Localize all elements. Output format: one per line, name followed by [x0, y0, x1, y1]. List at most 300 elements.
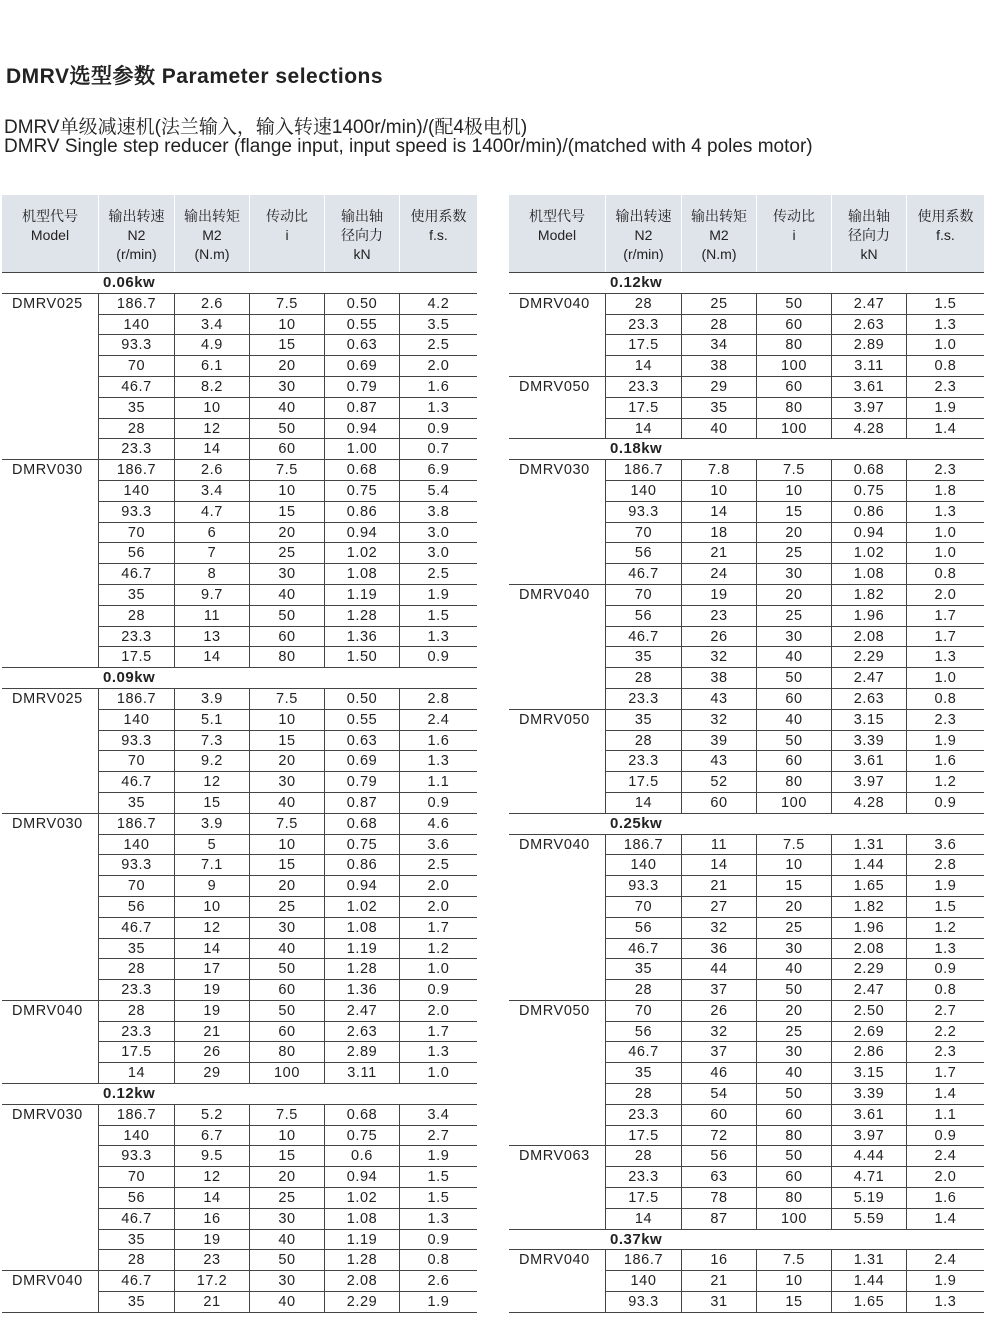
cell-output-torque: 21 [682, 876, 757, 897]
cell-output-torque: 17.2 [175, 1271, 250, 1292]
cell-ratio: 80 [757, 1188, 832, 1209]
table-row [2, 377, 477, 398]
cell-ratio: 30 [250, 918, 325, 939]
table-row [509, 876, 984, 897]
cell-service-factor: 1.6 [907, 751, 984, 772]
cell-ratio: 60 [250, 1022, 325, 1043]
cell-service-factor: 1.4 [907, 419, 984, 440]
cell-service-factor: 2.0 [400, 356, 477, 377]
cell-ratio: 25 [757, 543, 832, 564]
table-row [2, 814, 477, 835]
cell-service-factor: 1.5 [400, 606, 477, 627]
cell-radial-force: 1.50 [325, 647, 400, 668]
table-row [509, 1209, 984, 1230]
cell-ratio: 15 [250, 335, 325, 356]
cell-model [509, 980, 606, 1001]
table-row [509, 1126, 984, 1147]
cell-output-torque: 32 [682, 918, 757, 939]
cell-output-torque: 60 [682, 1105, 757, 1126]
cell-ratio: 40 [250, 793, 325, 814]
cell-model: DMRV040 [509, 294, 606, 315]
cell-output-speed: 70 [606, 1001, 682, 1022]
table-row [2, 294, 477, 315]
cell-model [509, 481, 606, 502]
cell-model [509, 502, 606, 523]
cell-output-torque: 21 [682, 1271, 757, 1292]
cell-service-factor: 0.9 [400, 980, 477, 1001]
cell-radial-force: 0.69 [325, 751, 400, 772]
cell-radial-force: 2.89 [325, 1042, 400, 1063]
table-row [2, 335, 477, 356]
cell-output-speed: 28 [606, 980, 682, 1001]
cell-radial-force: 0.87 [325, 793, 400, 814]
cell-service-factor: 1.2 [400, 939, 477, 960]
cell-output-speed: 35 [99, 1292, 175, 1313]
cell-output-torque: 28 [682, 315, 757, 336]
cell-ratio: 60 [250, 980, 325, 1001]
cell-output-speed: 70 [606, 585, 682, 606]
table-row [2, 876, 477, 897]
cell-ratio: 15 [757, 1292, 832, 1313]
cell-radial-force: 1.36 [325, 627, 400, 648]
cell-output-speed: 35 [606, 710, 682, 731]
cell-service-factor: 3.4 [400, 1105, 477, 1126]
table-row [509, 627, 984, 648]
cell-model [2, 502, 99, 523]
cell-service-factor: 2.3 [907, 710, 984, 731]
header-output-speed: 输出转速 N2 (r/min) [606, 195, 682, 272]
cell-output-torque: 12 [175, 918, 250, 939]
cell-radial-force: 1.31 [832, 835, 907, 856]
cell-output-speed: 23.3 [606, 751, 682, 772]
cell-service-factor: 1.9 [400, 1146, 477, 1167]
cell-model [2, 1146, 99, 1167]
cell-model [509, 1084, 606, 1105]
cell-ratio: 60 [757, 751, 832, 772]
cell-radial-force: 2.69 [832, 1022, 907, 1043]
cell-ratio: 40 [757, 959, 832, 980]
cell-ratio: 20 [757, 585, 832, 606]
cell-output-torque: 7.8 [682, 460, 757, 481]
cell-ratio: 20 [757, 523, 832, 544]
cell-ratio: 15 [757, 876, 832, 897]
cell-radial-force: 0.50 [325, 689, 400, 710]
cell-output-torque: 39 [682, 731, 757, 752]
cell-ratio: 40 [250, 1292, 325, 1313]
cell-ratio: 40 [250, 1230, 325, 1251]
cell-output-speed: 140 [99, 835, 175, 856]
cell-model [509, 356, 606, 377]
table-row [2, 939, 477, 960]
cell-ratio: 40 [250, 585, 325, 606]
cell-radial-force: 2.29 [325, 1292, 400, 1313]
cell-model: DMRV030 [2, 1105, 99, 1126]
table-row [509, 543, 984, 564]
cell-output-torque: 10 [175, 897, 250, 918]
cell-radial-force: 1.44 [832, 855, 907, 876]
cell-output-torque: 4.9 [175, 335, 250, 356]
cell-radial-force: 4.28 [832, 793, 907, 814]
cell-output-speed: 93.3 [99, 1146, 175, 1167]
cell-ratio: 30 [250, 1209, 325, 1230]
cell-ratio: 25 [250, 1188, 325, 1209]
cell-ratio: 40 [757, 710, 832, 731]
cell-output-torque: 32 [682, 647, 757, 668]
table-body [2, 273, 477, 1313]
cell-output-torque: 2.6 [175, 460, 250, 481]
cell-radial-force: 4.71 [832, 1167, 907, 1188]
power-section-heading: 0.12kw [2, 1084, 477, 1105]
cell-output-torque: 16 [682, 1250, 757, 1271]
cell-output-torque: 19 [175, 1230, 250, 1251]
power-section-heading: 0.09kw [2, 668, 477, 689]
cell-output-torque: 3.4 [175, 481, 250, 502]
cell-model [509, 398, 606, 419]
cell-ratio: 20 [757, 1001, 832, 1022]
cell-output-speed: 186.7 [99, 689, 175, 710]
cell-radial-force: 0.63 [325, 731, 400, 752]
cell-model: DMRV030 [509, 460, 606, 481]
cell-service-factor: 2.4 [907, 1250, 984, 1271]
cell-service-factor: 0.9 [907, 1126, 984, 1147]
cell-model [509, 1188, 606, 1209]
cell-radial-force: 1.82 [832, 897, 907, 918]
cell-output-speed: 56 [99, 897, 175, 918]
cell-output-speed: 14 [606, 419, 682, 440]
cell-model [509, 1063, 606, 1084]
table-row [2, 523, 477, 544]
cell-ratio: 100 [757, 1209, 832, 1230]
cell-output-torque: 35 [682, 398, 757, 419]
table-row [2, 1146, 477, 1167]
cell-service-factor: 1.7 [400, 1022, 477, 1043]
cell-ratio: 7.5 [757, 1250, 832, 1271]
cell-output-torque: 5.1 [175, 710, 250, 731]
cell-service-factor: 1.5 [907, 897, 984, 918]
cell-output-torque: 7 [175, 543, 250, 564]
cell-output-torque: 40 [682, 419, 757, 440]
cell-model [2, 1292, 99, 1313]
cell-radial-force: 0.75 [325, 835, 400, 856]
cell-radial-force: 1.08 [325, 1209, 400, 1230]
cell-output-speed: 23.3 [99, 1022, 175, 1043]
cell-output-speed: 23.3 [99, 980, 175, 1001]
cell-service-factor: 5.4 [400, 481, 477, 502]
cell-service-factor: 1.9 [907, 731, 984, 752]
cell-radial-force: 0.68 [325, 1105, 400, 1126]
cell-ratio: 60 [757, 377, 832, 398]
cell-model [2, 772, 99, 793]
table-row [2, 419, 477, 440]
cell-output-torque: 16 [175, 1209, 250, 1230]
header-model: 机型代号 Model [2, 195, 99, 272]
cell-service-factor: 1.3 [400, 1209, 477, 1230]
cell-model [2, 959, 99, 980]
cell-ratio: 10 [250, 1126, 325, 1147]
cell-radial-force: 0.94 [325, 419, 400, 440]
cell-model: DMRV040 [2, 1271, 99, 1292]
cell-ratio: 20 [250, 523, 325, 544]
cell-output-torque: 15 [175, 793, 250, 814]
cell-model: DMRV025 [2, 294, 99, 315]
cell-radial-force: 3.15 [832, 1063, 907, 1084]
cell-output-torque: 14 [175, 647, 250, 668]
header-output-torque: 输出转矩 M2 (N.m) [175, 195, 250, 272]
cell-output-speed: 46.7 [99, 772, 175, 793]
cell-radial-force: 0.55 [325, 315, 400, 336]
cell-model [509, 1126, 606, 1147]
table-header [2, 195, 477, 273]
cell-service-factor: 0.9 [400, 647, 477, 668]
cell-model [509, 751, 606, 772]
cell-radial-force: 2.63 [325, 1022, 400, 1043]
cell-model [2, 1022, 99, 1043]
cell-service-factor: 1.0 [907, 668, 984, 689]
cell-output-torque: 27 [682, 897, 757, 918]
cell-output-torque: 32 [682, 710, 757, 731]
header-model: 机型代号 Model [509, 195, 606, 272]
cell-model: DMRV063 [509, 1146, 606, 1167]
cell-output-speed: 186.7 [99, 460, 175, 481]
cell-output-torque: 5.2 [175, 1105, 250, 1126]
table-row [509, 647, 984, 668]
table-row [2, 564, 477, 585]
cell-output-speed: 23.3 [606, 1167, 682, 1188]
table-row [2, 1042, 477, 1063]
cell-output-speed: 186.7 [99, 814, 175, 835]
cell-output-speed: 70 [99, 1167, 175, 1188]
cell-output-torque: 78 [682, 1188, 757, 1209]
cell-service-factor: 1.2 [907, 772, 984, 793]
cell-output-speed: 140 [99, 315, 175, 336]
table-row [509, 1292, 984, 1313]
cell-radial-force: 0.79 [325, 377, 400, 398]
cell-service-factor: 3.0 [400, 523, 477, 544]
cell-output-torque: 46 [682, 1063, 757, 1084]
cell-service-factor: 4.2 [400, 294, 477, 315]
cell-service-factor: 2.5 [400, 564, 477, 585]
cell-radial-force: 3.97 [832, 1126, 907, 1147]
table-body [509, 273, 984, 1313]
cell-model [509, 689, 606, 710]
cell-output-speed: 46.7 [606, 939, 682, 960]
cell-service-factor: 2.8 [907, 855, 984, 876]
table-row [2, 398, 477, 419]
cell-output-speed: 14 [606, 1209, 682, 1230]
power-section-heading: 0.18kw [509, 439, 984, 460]
cell-service-factor: 1.0 [400, 959, 477, 980]
cell-output-speed: 46.7 [606, 1042, 682, 1063]
cell-model: DMRV040 [509, 585, 606, 606]
cell-model [509, 1209, 606, 1230]
cell-service-factor: 1.2 [907, 918, 984, 939]
cell-output-speed: 28 [606, 668, 682, 689]
cell-radial-force: 0.86 [325, 502, 400, 523]
cell-ratio: 7.5 [250, 689, 325, 710]
cell-model [2, 1167, 99, 1188]
table-row [2, 710, 477, 731]
cell-output-torque: 23 [175, 1250, 250, 1271]
cell-ratio: 60 [757, 315, 832, 336]
table-row [2, 481, 477, 502]
cell-model: DMRV050 [509, 1001, 606, 1022]
cell-service-factor: 1.0 [907, 543, 984, 564]
cell-output-torque: 14 [175, 939, 250, 960]
table-row [509, 1105, 984, 1126]
cell-output-speed: 93.3 [606, 876, 682, 897]
cell-radial-force: 3.97 [832, 772, 907, 793]
cell-ratio: 60 [250, 627, 325, 648]
header-radial-force: 输出轴 径向力 kN [325, 195, 400, 272]
cell-output-speed: 140 [99, 481, 175, 502]
cell-ratio: 50 [250, 1250, 325, 1271]
table-row [509, 1084, 984, 1105]
table-row [509, 315, 984, 336]
table-row [509, 1271, 984, 1292]
cell-output-torque: 12 [175, 419, 250, 440]
cell-model [2, 398, 99, 419]
cell-output-speed: 17.5 [606, 335, 682, 356]
cell-service-factor: 2.8 [400, 689, 477, 710]
table-row [509, 1042, 984, 1063]
cell-output-speed: 35 [99, 585, 175, 606]
cell-model [509, 315, 606, 336]
power-section-heading: 0.12kw [509, 273, 984, 294]
cell-ratio: 25 [250, 543, 325, 564]
cell-output-speed: 93.3 [99, 502, 175, 523]
table-row [509, 668, 984, 689]
cell-output-torque: 7.3 [175, 731, 250, 752]
cell-ratio: 25 [250, 897, 325, 918]
cell-service-factor: 1.7 [907, 627, 984, 648]
cell-model [509, 564, 606, 585]
cell-model [2, 731, 99, 752]
cell-output-torque: 14 [175, 439, 250, 460]
cell-output-speed: 186.7 [99, 1105, 175, 1126]
cell-ratio: 50 [757, 668, 832, 689]
cell-service-factor: 1.0 [400, 1063, 477, 1084]
cell-model: DMRV030 [2, 460, 99, 481]
cell-radial-force: 2.47 [325, 1001, 400, 1022]
cell-output-speed: 70 [606, 523, 682, 544]
cell-radial-force: 2.08 [832, 939, 907, 960]
cell-output-torque: 6.7 [175, 1126, 250, 1147]
cell-service-factor: 0.8 [907, 980, 984, 1001]
cell-ratio: 80 [757, 772, 832, 793]
cell-output-speed: 23.3 [99, 627, 175, 648]
cell-ratio: 7.5 [757, 460, 832, 481]
cell-radial-force: 3.61 [832, 751, 907, 772]
cell-service-factor: 1.8 [907, 481, 984, 502]
table-row [509, 772, 984, 793]
table-row [2, 1126, 477, 1147]
cell-model [2, 710, 99, 731]
table-row [509, 835, 984, 856]
cell-output-speed: 14 [606, 793, 682, 814]
table-row [509, 1022, 984, 1043]
cell-output-torque: 31 [682, 1292, 757, 1313]
cell-radial-force: 2.29 [832, 959, 907, 980]
cell-radial-force: 1.96 [832, 918, 907, 939]
cell-model [509, 523, 606, 544]
cell-output-speed: 28 [606, 1146, 682, 1167]
cell-output-torque: 32 [682, 1022, 757, 1043]
cell-model [509, 543, 606, 564]
cell-service-factor: 1.3 [400, 398, 477, 419]
cell-ratio: 20 [757, 897, 832, 918]
cell-output-speed: 35 [606, 1063, 682, 1084]
table-row [2, 731, 477, 752]
cell-output-torque: 34 [682, 335, 757, 356]
table-row [509, 356, 984, 377]
cell-output-speed: 23.3 [99, 439, 175, 460]
cell-service-factor: 1.3 [907, 1292, 984, 1313]
cell-ratio: 20 [250, 356, 325, 377]
cell-radial-force: 0.50 [325, 294, 400, 315]
table-row [509, 460, 984, 481]
cell-output-torque: 3.4 [175, 315, 250, 336]
cell-output-torque: 12 [175, 772, 250, 793]
table-row [2, 460, 477, 481]
cell-radial-force: 0.55 [325, 710, 400, 731]
cell-radial-force: 1.96 [832, 606, 907, 627]
cell-output-speed: 93.3 [99, 731, 175, 752]
table-row [2, 1188, 477, 1209]
cell-output-torque: 26 [175, 1042, 250, 1063]
cell-output-torque: 43 [682, 751, 757, 772]
cell-output-torque: 6 [175, 523, 250, 544]
cell-model [2, 918, 99, 939]
cell-service-factor: 1.3 [907, 315, 984, 336]
cell-ratio: 40 [757, 647, 832, 668]
cell-model [509, 731, 606, 752]
cell-radial-force: 2.47 [832, 668, 907, 689]
table-row [2, 356, 477, 377]
cell-ratio: 50 [757, 294, 832, 315]
cell-model [2, 419, 99, 440]
subtitle-chinese: DMRV单级减速机(法兰输入，输入转速1400r/min)/(配4极电机) [4, 117, 528, 138]
cell-output-speed: 14 [606, 356, 682, 377]
cell-radial-force: 2.08 [325, 1271, 400, 1292]
cell-output-speed: 17.5 [99, 647, 175, 668]
cell-ratio: 50 [250, 959, 325, 980]
table-row [509, 419, 984, 440]
cell-ratio: 50 [250, 1001, 325, 1022]
cell-radial-force: 0.94 [325, 876, 400, 897]
cell-service-factor: 0.8 [400, 1250, 477, 1271]
cell-model: DMRV050 [509, 377, 606, 398]
table-row [2, 980, 477, 1001]
cell-model [509, 772, 606, 793]
cell-model [509, 335, 606, 356]
cell-output-torque: 21 [175, 1022, 250, 1043]
cell-radial-force: 2.08 [832, 627, 907, 648]
cell-output-speed: 35 [99, 793, 175, 814]
cell-output-torque: 9.7 [175, 585, 250, 606]
cell-output-torque: 6.1 [175, 356, 250, 377]
cell-service-factor: 1.5 [907, 294, 984, 315]
cell-service-factor: 3.6 [907, 835, 984, 856]
cell-output-torque: 25 [682, 294, 757, 315]
cell-output-torque: 38 [682, 668, 757, 689]
cell-service-factor: 1.7 [907, 1063, 984, 1084]
cell-output-speed: 35 [99, 1230, 175, 1251]
table-row [509, 751, 984, 772]
cell-output-speed: 35 [99, 398, 175, 419]
header-ratio: 传动比 i [757, 195, 832, 272]
cell-service-factor: 2.3 [907, 1042, 984, 1063]
cell-radial-force: 0.86 [325, 855, 400, 876]
